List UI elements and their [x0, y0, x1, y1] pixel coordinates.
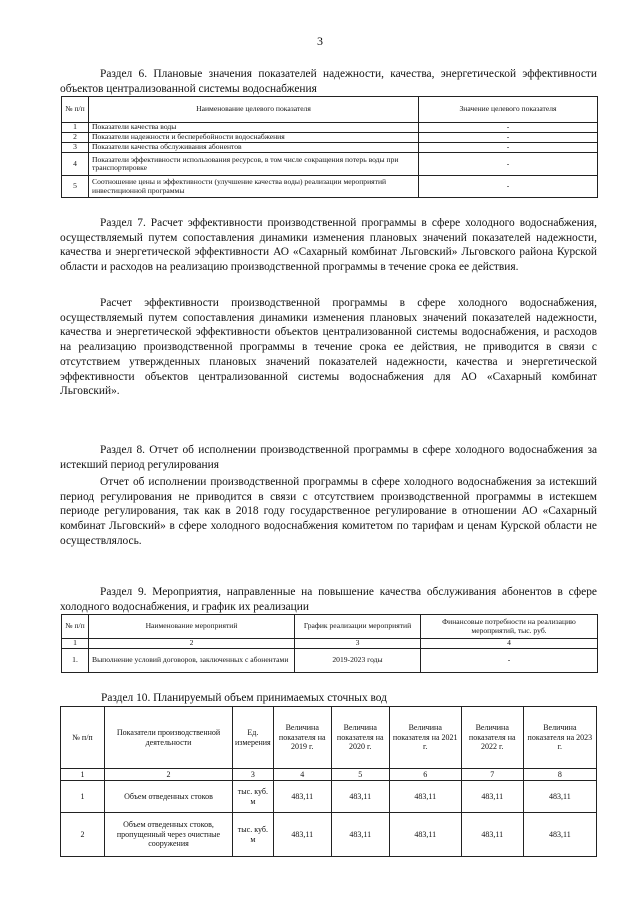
section-8-paragraph: Отчет об исполнении производственной программы в сфере холодного водоснабжения за истекший период регулирования не приводится в связи с отсутствием производственной программы в истекшем периоде регулирования, так как в 2018 году государственное регулирование в отношении АО «Сахарный комбинат Льговский» в сфере холодного водоснабжения комитетом по тарифам и ценам Курской области не осуществлялось. [60, 476, 597, 547]
section-9-table [61, 614, 598, 673]
row-number: 2 [62, 133, 89, 143]
value-2023: 483,11 [523, 813, 596, 857]
measure-name: Выполнение условий договоров, заключенных с абонентами [89, 649, 295, 673]
col-number: 4 [421, 639, 598, 649]
indicator-value: - [419, 133, 598, 143]
table-row [62, 143, 598, 153]
table-row [61, 781, 597, 813]
value-2022: 483,11 [461, 813, 523, 857]
value-2020: 483,11 [331, 781, 389, 813]
col-number: 1 [61, 769, 105, 781]
table-row [62, 123, 598, 133]
section-6-table [61, 96, 598, 198]
indicator-name: Показатели эффективности использования ресурсов, в том числе сокращения потерь воды при транспортировке [89, 153, 419, 176]
table-header-row [62, 97, 598, 123]
col-header-2019: Величина показателя на 2019 г. [273, 707, 331, 769]
indicator-name: Соотношение цены и эффективности (улучшение качества воды) реализации мероприятий инвестиционной программы [89, 176, 419, 198]
section-7-paragraph-2: Расчет эффективности производственной программы в сфере холодного водоснабжения, осуществляемый путем сопоставления динамики изменения плановых значений показателей надежности, качества и энергетической эффективности объектов централизованной системы водоснабжения, и расходов на реализацию производственной программы в течение срока ее действия, не приводится в связи с отсутствием утвержденных плановых значений показателей надежности, качества и энергетической эффективности объектов централизованной системы водоснабжения для АО «Сахарный комбинат Льговский». [60, 297, 597, 398]
col-header-2021: Величина показателя на 2021 г. [389, 707, 461, 769]
col-number: 1 [62, 639, 89, 649]
col-number: 3 [233, 769, 274, 781]
col-header-2020: Величина показателя на 2020 г. [331, 707, 389, 769]
indicator-value: - [419, 153, 598, 176]
table-row [62, 649, 598, 673]
page-number: 3 [317, 34, 323, 48]
column-number-row [61, 769, 597, 781]
row-number: 1. [62, 649, 89, 673]
col-number: 2 [105, 769, 233, 781]
indicator-unit: тыс. куб. м [233, 781, 274, 813]
col-header-number: № п/п [61, 707, 105, 769]
table-row [61, 813, 597, 857]
col-number: 3 [295, 639, 421, 649]
indicator-name: Показатели качества обслуживания абонентов [89, 143, 419, 153]
section-10-heading: Раздел 10. Планируемый объем принимаемых сточных вод [101, 692, 387, 704]
value-2020: 483,11 [331, 813, 389, 857]
col-number: 6 [389, 769, 461, 781]
table-row [62, 176, 598, 198]
col-number: 4 [273, 769, 331, 781]
col-header-indicator: Показатели производственной деятельности [105, 707, 233, 769]
col-number: 8 [523, 769, 596, 781]
row-number: 2 [61, 813, 105, 857]
row-number: 5 [62, 176, 89, 198]
indicator-value: - [419, 143, 598, 153]
col-header-measures: Наименование мероприятий [89, 615, 295, 639]
section-8-heading: Раздел 8. Отчет об исполнении производственной программы в сфере холодного водоснабжения за истекший период регулирования [60, 444, 597, 471]
table-row [62, 153, 598, 176]
row-number: 4 [62, 153, 89, 176]
section-7-paragraph-1: Раздел 7. Расчет эффективности производственной программы в сфере холодного водоснабжения, осуществляемый путем сопоставления динамики изменения плановых значений показателей надежности, качества и энергетической эффективности АО «Сахарный комбинат Льговский» Льговского района Курской области и расходов на реализацию производственной программы в течение срока ее действия. [60, 217, 597, 274]
value-2019: 483,11 [273, 813, 331, 857]
table-header-row [61, 707, 597, 769]
value-2021: 483,11 [389, 813, 461, 857]
indicator-value: - [419, 123, 598, 133]
col-number: 5 [331, 769, 389, 781]
col-header-2022: Величина показателя на 2022 г. [461, 707, 523, 769]
table-header-row [62, 615, 598, 639]
row-number: 1 [62, 123, 89, 133]
value-2021: 483,11 [389, 781, 461, 813]
measure-finance: - [421, 649, 598, 673]
col-header-indicator: Наименование целевого показателя [89, 97, 419, 123]
value-2023: 483,11 [523, 781, 596, 813]
indicator-name: Объем отведенных стоков, пропущенный через очистные сооружения [105, 813, 233, 857]
section-9-heading: Раздел 9. Мероприятия, направленные на повышение качества обслуживания абонентов в сфере холодного водоснабжения, и график их реализации [60, 586, 597, 613]
col-header-value: Значение целевого показателя [419, 97, 598, 123]
column-number-row [62, 639, 598, 649]
col-header-number: № п/п [62, 97, 89, 123]
col-header-2023: Величина показателя на 2023 г. [523, 707, 596, 769]
row-number: 3 [62, 143, 89, 153]
indicator-name: Показатели надежности и бесперебойности водоснабжения [89, 133, 419, 143]
col-number: 7 [461, 769, 523, 781]
value-2022: 483,11 [461, 781, 523, 813]
indicator-unit: тыс. куб. м [233, 813, 274, 857]
col-header-number: № п/п [62, 615, 89, 639]
measure-schedule: 2019-2023 годы [295, 649, 421, 673]
section-6-heading: Раздел 6. Плановые значения показателей надежности, качества, энергетической эффективности объектов централизованной системы водоснабжения [60, 68, 597, 95]
col-header-schedule: График реализации мероприятий [295, 615, 421, 639]
indicator-name: Объем отведенных стоков [105, 781, 233, 813]
row-number: 1 [61, 781, 105, 813]
section-10-table [60, 706, 597, 857]
indicator-name: Показатели качества воды [89, 123, 419, 133]
table-row [62, 133, 598, 143]
col-number: 2 [89, 639, 295, 649]
indicator-value: - [419, 176, 598, 198]
value-2019: 483,11 [273, 781, 331, 813]
col-header-finance: Финансовые потребности на реализацию мероприятий, тыс. руб. [421, 615, 598, 639]
col-header-unit: Ед. измерения [233, 707, 274, 769]
